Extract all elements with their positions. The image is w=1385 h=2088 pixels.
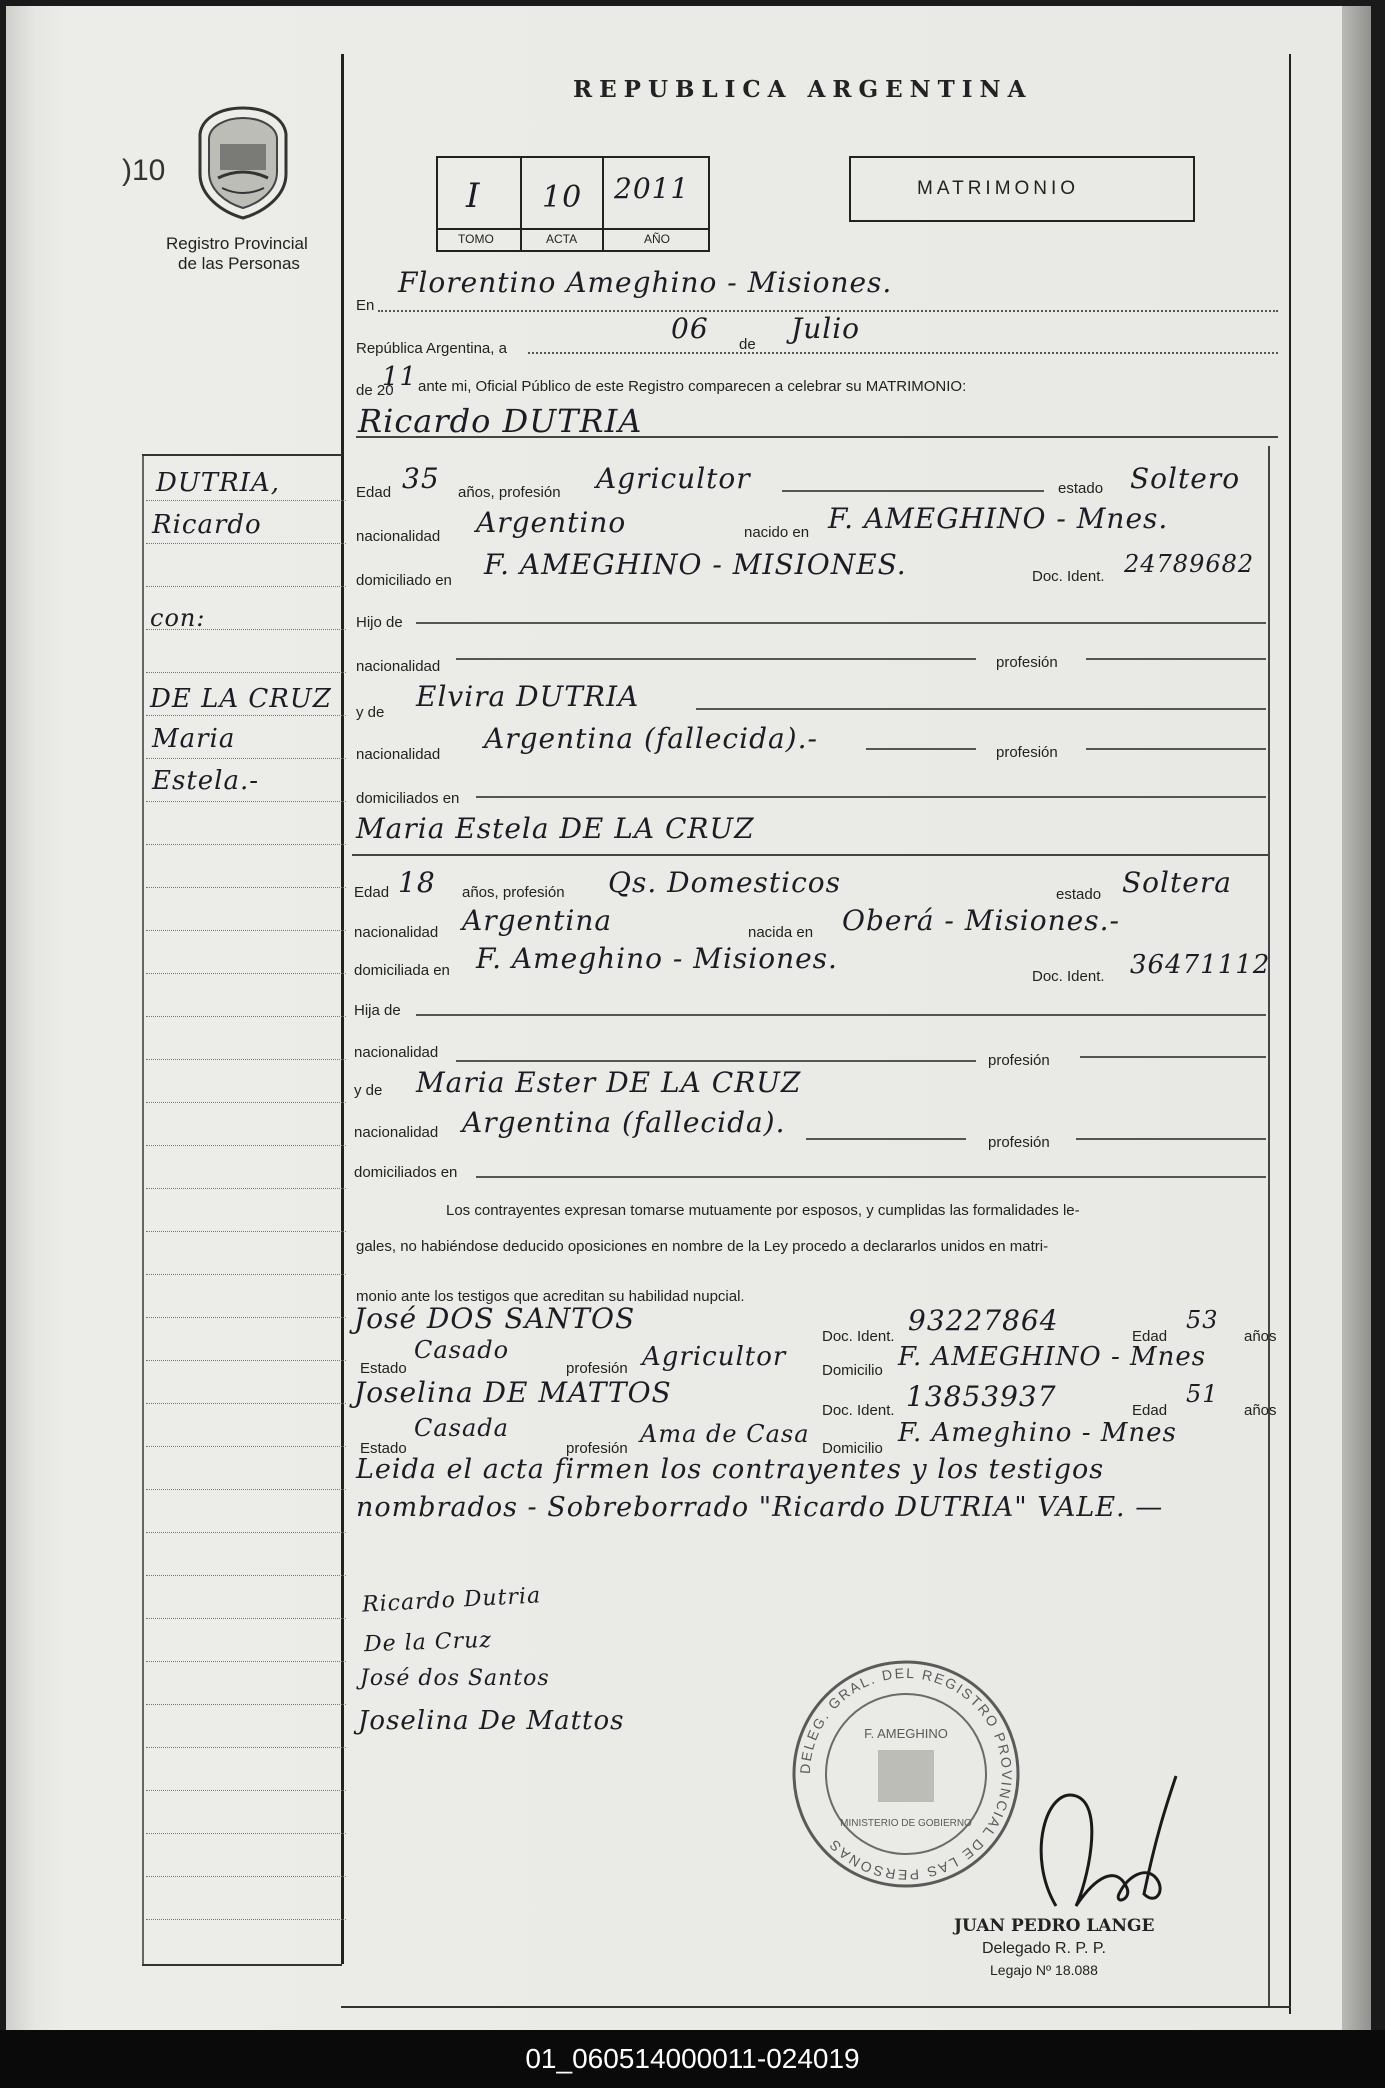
witness1-edad-label: Edad: [1132, 1328, 1168, 1345]
declaration-line-1: Los contrayentes expresan tomarse mutuamente por esposos, y cumplidas las formalidades le-: [446, 1202, 1080, 1219]
witness2-domicilio: F. Ameghino - Mnes: [898, 1418, 1177, 1448]
groom-edad-label: Edad: [356, 484, 392, 501]
country-title: REPUBLICA ARGENTINA: [573, 76, 1033, 103]
margin-rule: [146, 1231, 346, 1232]
witness1-doc-label: Doc. Ident.: [822, 1328, 895, 1345]
groom-doc-label: Doc. Ident.: [1032, 568, 1105, 585]
witness2-name: Joselina DE MATTOS: [354, 1376, 672, 1409]
groom-nac-label: nacionalidad: [356, 528, 441, 545]
margin-rule: [146, 1102, 346, 1103]
groom-hijo-label: Hijo de: [356, 614, 403, 631]
left-column-bottom: [142, 1964, 342, 1966]
margin-rule: [146, 672, 346, 673]
margin-rule: [146, 1919, 346, 1920]
witness2-edad-label: Edad: [1132, 1402, 1168, 1419]
bride-nacionalidad: Argentina: [462, 904, 613, 937]
year-prefix: de 20: [356, 382, 394, 399]
bride-nacida: Oberá - Misiones.-: [842, 904, 1120, 937]
closing-line-2: nombrados - Sobreborrado "Ricardo DUTRIA" VALE. —: [356, 1492, 1164, 1523]
margin-rule: [146, 801, 346, 802]
margin-rule: [146, 1489, 346, 1490]
groom-domicilio: F. AMEGHINO - MISIONES.: [484, 548, 907, 581]
groom-doc: 24789682: [1124, 550, 1255, 578]
witness1-estado: Casado: [414, 1336, 510, 1364]
margin-rule: [146, 1145, 346, 1146]
margin-rule: [146, 1833, 346, 1834]
acta-value: 10: [542, 180, 583, 215]
page-mark: )10: [122, 154, 166, 187]
witness2-anos-label: años: [1244, 1402, 1277, 1419]
bride-doms-label: domiciliados en: [354, 1164, 458, 1181]
anio-label: AÑO: [644, 232, 671, 246]
bride-prof2-label: profesión: [988, 1052, 1050, 1069]
witness2-edad: 51: [1186, 1380, 1219, 1408]
margin-rule: [146, 1059, 346, 1060]
margin-bride-name: Maria: [152, 724, 236, 754]
groom-nacido-label: nacido en: [744, 524, 810, 541]
bride-hija-label: Hija de: [354, 1002, 401, 1019]
margin-bride-name2: Estela.-: [152, 766, 260, 796]
bride-profesion: Qs. Domesticos: [608, 866, 842, 899]
year-suffix: 11: [382, 362, 418, 392]
groom-prof2-label: profesión: [996, 654, 1058, 671]
witness2-estado-label: Estado: [360, 1440, 407, 1457]
margin-rule: [146, 1360, 346, 1361]
bride-edad-label: Edad: [354, 884, 390, 901]
signature-groom: Ricardo Dutria: [361, 1583, 542, 1618]
margin-rule: [146, 500, 346, 501]
groom-nac2-label: nacionalidad: [356, 658, 441, 675]
bride-nac-label: nacionalidad: [354, 924, 439, 941]
margin-rule: [146, 715, 346, 716]
witness1-edad: 53: [1186, 1306, 1219, 1334]
bride-edad: 18: [398, 866, 436, 899]
witness1-prof-label: profesión: [566, 1360, 628, 1377]
officer-signature-icon: [1016, 1766, 1216, 1916]
bride-dom-label: domiciliada en: [354, 962, 450, 979]
bride-nac3-label: nacionalidad: [354, 1124, 439, 1141]
margin-con: con:: [150, 604, 206, 632]
place-value: Florentino Ameghino - Misiones.: [398, 266, 893, 299]
record-number-box: [436, 156, 710, 252]
registry-line-2: de las Personas: [178, 254, 300, 273]
bride-domicilio: F. Ameghino - Misiones.: [476, 942, 838, 975]
bride-madre-nac: Argentina (fallecida).: [462, 1106, 786, 1139]
margin-rule: [146, 1274, 346, 1275]
groom-madre-nac: Argentina (fallecida).-: [484, 722, 818, 755]
groom-profesion: Agricultor: [596, 462, 751, 495]
margin-rule: [146, 1747, 346, 1748]
margin-rule: [146, 758, 346, 759]
bride-yde-label: y de: [354, 1082, 383, 1099]
witness2-doc: 13853937: [906, 1380, 1057, 1413]
groom-estado: Soltero: [1130, 462, 1241, 495]
margin-groom-surname: DUTRIA,: [156, 468, 280, 498]
margin-rule: [146, 1790, 346, 1791]
bride-anos-label: años, profesión: [462, 884, 565, 901]
officer-name: JUAN PEDRO LANGE: [954, 1916, 1155, 1936]
left-column-edge: [142, 454, 144, 1964]
acta-label: ACTA: [546, 232, 578, 246]
anio-value: 2011: [614, 172, 690, 205]
witness1-name: José DOS SANTOS: [354, 1302, 636, 1335]
intro-sentence: ante mi, Oficial Público de este Registro comparecen a celebrar su MATRIMONIO:: [418, 378, 967, 395]
page-edge-shadow: [1342, 6, 1371, 2030]
witness1-dom-label: Domicilio: [822, 1362, 883, 1379]
margin-rule: [146, 543, 346, 544]
margin-rule: [146, 586, 346, 587]
margin-rule: [146, 1575, 346, 1576]
de-label: de: [739, 336, 756, 353]
margin-rule: [146, 1403, 346, 1404]
groom-full-name: Ricardo DUTRIA: [358, 402, 643, 440]
margin-rule: [146, 1661, 346, 1662]
body-right-edge: [1268, 446, 1270, 2006]
bride-nac2-label: nacionalidad: [354, 1044, 439, 1061]
margin-rule: [146, 844, 346, 845]
bride-full-name: Maria Estela DE LA CRUZ: [356, 812, 755, 845]
margin-divider: [341, 54, 344, 1964]
groom-anos-label: años, profesión: [458, 484, 561, 501]
groom-nac3-label: nacionalidad: [356, 746, 441, 763]
stamp-inner-text: F. AMEGHINO: [864, 1726, 948, 1741]
margin-bride-surname: DE LA CRUZ: [150, 684, 332, 714]
tomo-label: TOMO: [458, 232, 494, 246]
witness2-prof-label: profesión: [566, 1440, 628, 1457]
witness2-dom-label: Domicilio: [822, 1440, 883, 1457]
groom-estado-label: estado: [1058, 480, 1104, 497]
witness1-domicilio: F. AMEGHINO - Mnes: [898, 1342, 1207, 1372]
margin-rule: [146, 1188, 346, 1189]
bride-estado-label: estado: [1056, 886, 1102, 903]
margin-rule: [146, 1704, 346, 1705]
margin-rule: [146, 930, 346, 931]
groom-dom-label: domiciliado en: [356, 572, 452, 589]
groom-yde-label: y de: [356, 704, 385, 721]
left-column-top: [142, 454, 342, 456]
groom-madre: Elvira DUTRIA: [416, 680, 640, 713]
officer-title: Delegado R. P. P.: [982, 1940, 1106, 1957]
en-label: En: [356, 297, 375, 314]
stamp-ministry-text: MINISTERIO DE GOBIERNO: [840, 1818, 972, 1829]
bride-doc: 36471112: [1130, 950, 1271, 980]
bride-estado: Soltera: [1122, 866, 1232, 899]
margin-rule: [146, 973, 346, 974]
republica-label: República Argentina, a: [356, 340, 507, 357]
groom-doms-label: domiciliados en: [356, 790, 460, 807]
tomo-value: I: [466, 176, 481, 216]
margin-rule: [146, 887, 346, 888]
groom-nacido: F. AMEGHINO - Mnes.: [828, 502, 1169, 535]
official-stamp-icon: [786, 1654, 1026, 1894]
witness2-doc-label: Doc. Ident.: [822, 1402, 895, 1419]
bride-prof3-label: profesión: [988, 1134, 1050, 1151]
document-type-box: MATRIMONIO: [849, 156, 1195, 222]
officer-legajo: Legajo Nº 18.088: [990, 1962, 1098, 1978]
margin-rule: [146, 1317, 346, 1318]
margin-rule: [146, 1446, 346, 1447]
declaration-line-2: gales, no habiéndose deducido oposiciones en nombre de la Ley procedo a declararlos unidos en matri-: [356, 1238, 1049, 1255]
margin-rule: [146, 1618, 346, 1619]
witness2-estado: Casada: [414, 1414, 509, 1442]
registry-line-1: Registro Provincial: [166, 234, 308, 253]
margin-groom-name: Ricardo: [152, 510, 262, 540]
witness1-estado-label: Estado: [360, 1360, 407, 1377]
document-page: [6, 6, 1371, 2030]
right-frame: [1289, 54, 1291, 2014]
day-value: 06: [671, 312, 709, 345]
groom-edad: 35: [402, 462, 440, 495]
declaration-line-3: monio ante los testigos que acreditan su habilidad nupcial.: [356, 1288, 745, 1305]
groom-prof3-label: profesión: [996, 744, 1058, 761]
margin-rule: [146, 1016, 346, 1017]
witness2-profesion: Ama de Casa: [640, 1420, 810, 1448]
bride-nacida-label: nacida en: [748, 924, 814, 941]
month-value: Julio: [791, 312, 861, 345]
bride-madre: Maria Ester DE LA CRUZ: [416, 1066, 802, 1099]
witness1-doc: 93227864: [908, 1304, 1059, 1337]
signature-bride: De la Cruz: [363, 1627, 493, 1658]
margin-rule: [146, 1876, 346, 1877]
witness1-profesion: Agricultor: [642, 1342, 787, 1372]
closing-line-1: Leida el acta firmen los contrayentes y los testigos: [356, 1454, 1105, 1485]
image-id-footer: 01_060514000011-024019: [0, 2030, 1385, 2088]
provincial-seal-icon: [194, 104, 292, 222]
groom-nacionalidad: Argentino: [476, 506, 627, 539]
bride-doc-label: Doc. Ident.: [1032, 968, 1105, 985]
margin-rule: [146, 1532, 346, 1533]
stamp-ring-text: DELEG. GRAL. DEL REGISTRO PROVINCIAL DE LAS PERSONAS: [796, 1664, 1016, 1884]
signature-witness1: José dos Santos: [360, 1666, 550, 1691]
signature-witness2: Joselina De Mattos: [358, 1706, 625, 1736]
footer-line: [341, 2006, 1291, 2008]
witness1-anos-label: años: [1244, 1328, 1277, 1345]
